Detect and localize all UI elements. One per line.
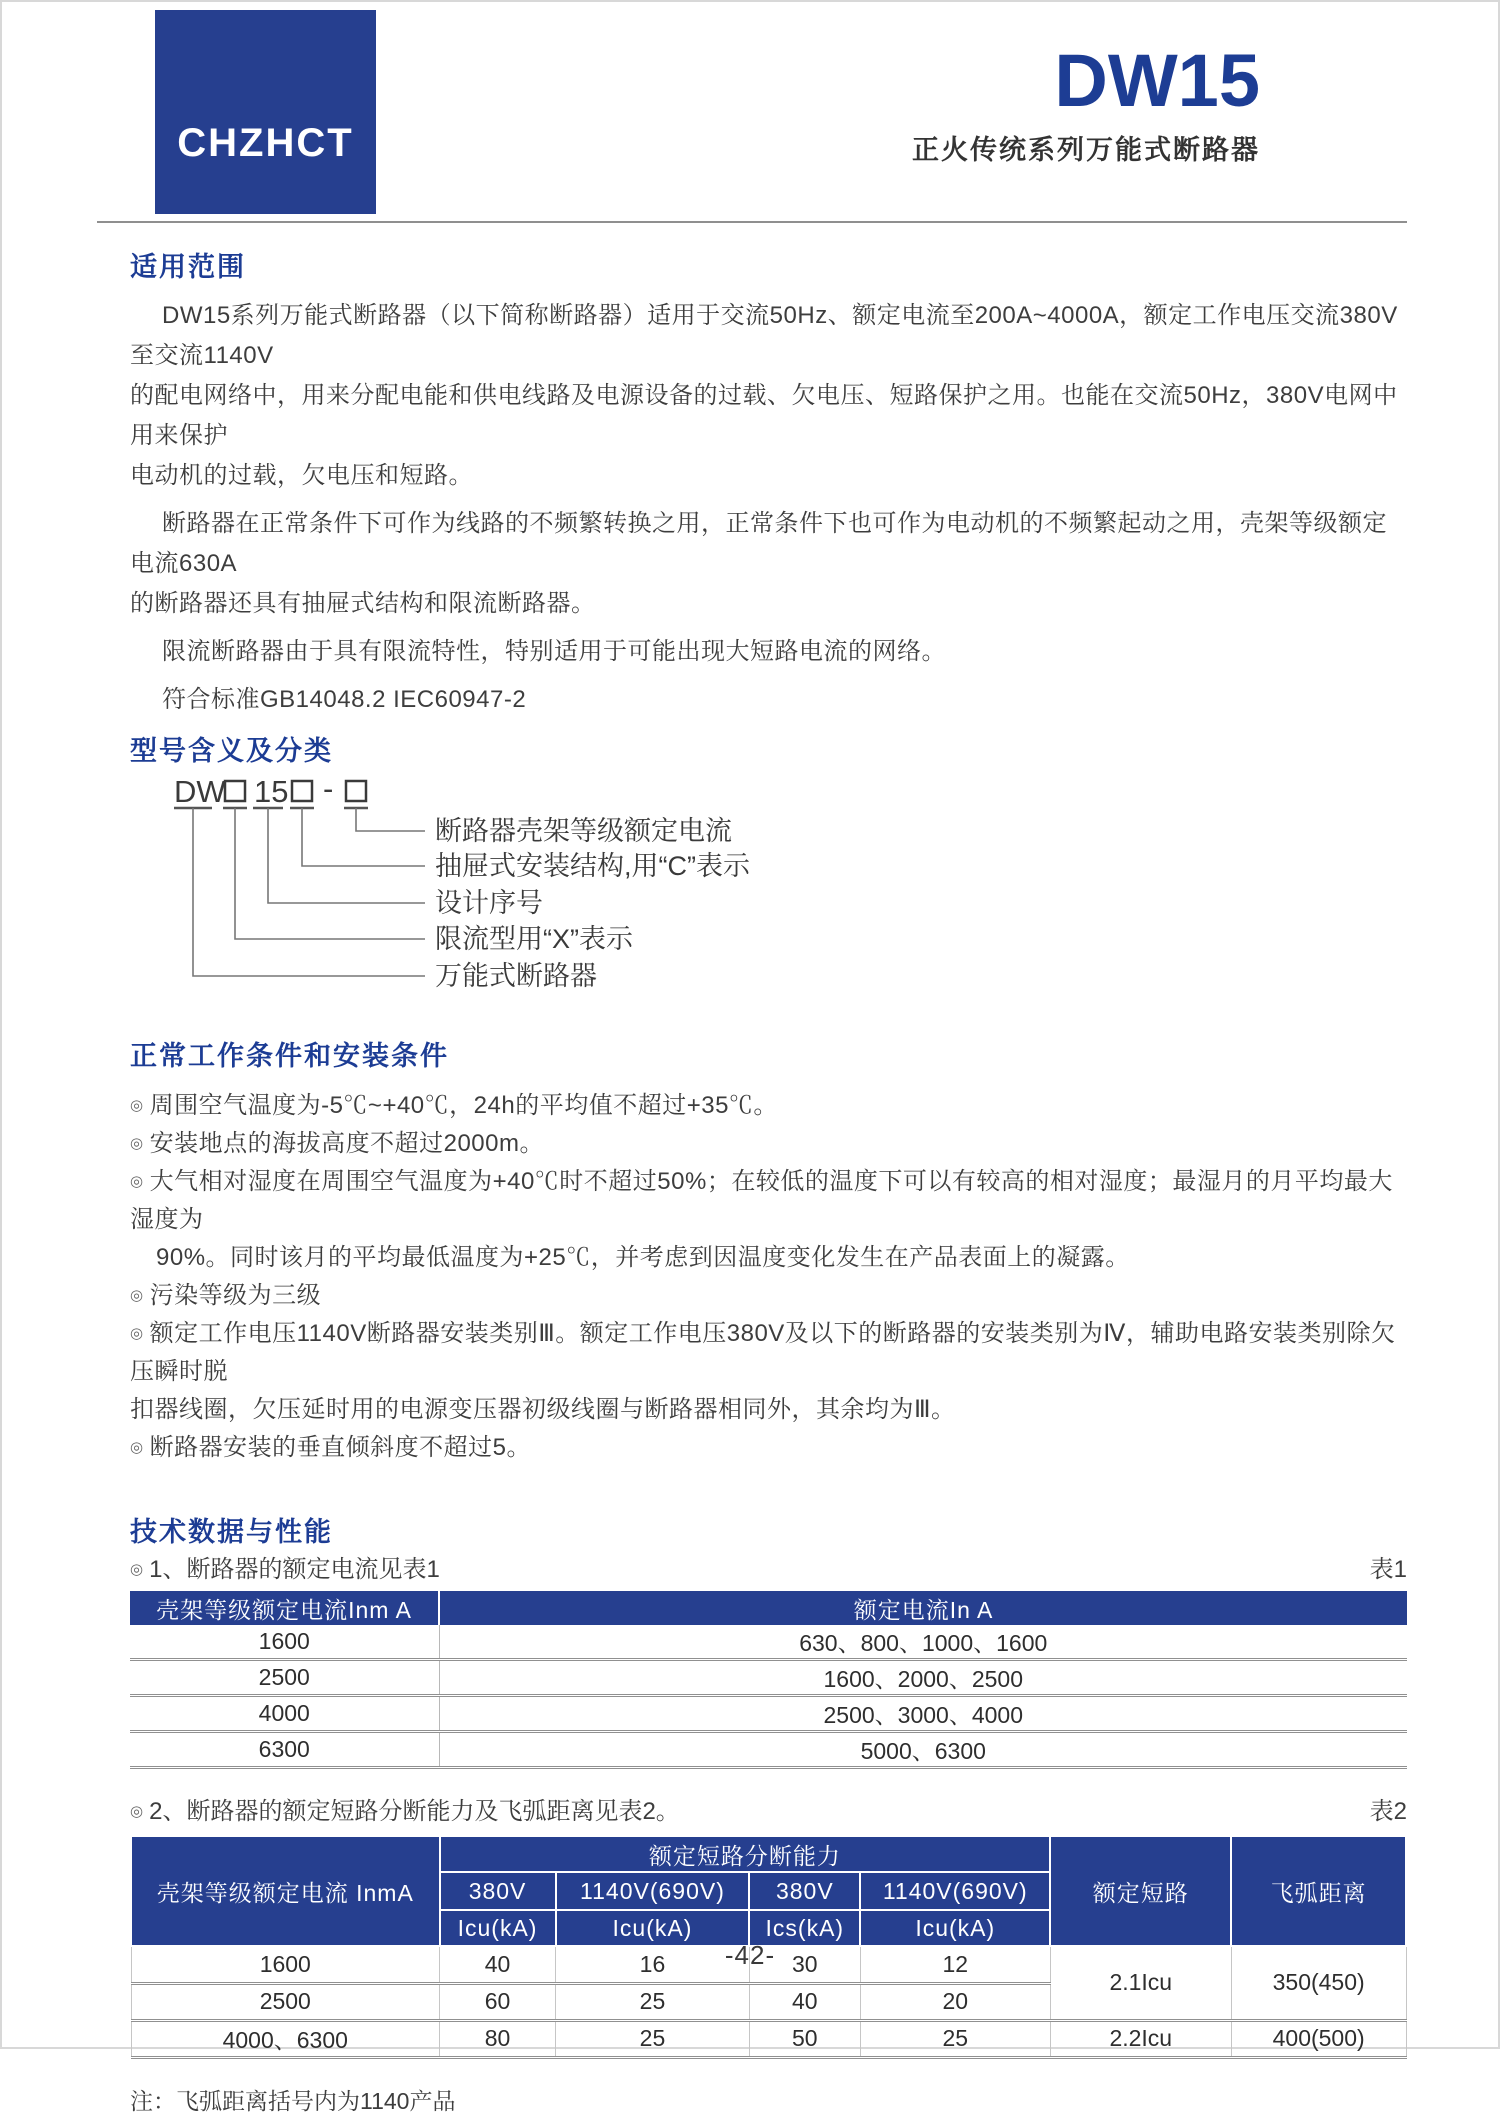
model-label-drawout: 抽屉式安装结构,用“C”表示: [435, 851, 750, 881]
table-cell-merged: 350(450): [1231, 1946, 1406, 2020]
table-cell: 6300: [130, 1732, 439, 1768]
column-header-arc-distance: 飞弧距离: [1231, 1836, 1406, 1946]
table-cell: 1600: [130, 1625, 439, 1660]
column-header-unit: Icu(kA): [556, 1910, 750, 1946]
model-label-universal-breaker: 万能式断路器: [435, 961, 597, 991]
table-row: [130, 1732, 1407, 1768]
list-item-text: 周围空气温度为-5℃~+40℃，24h的平均值不超过+35℃。: [149, 1092, 778, 1119]
header-title-block: [912, 39, 1260, 167]
model-code-series: 15: [254, 774, 289, 809]
table-cell: 25: [556, 1983, 750, 2020]
bullet-icon: ◎: [130, 1439, 144, 1456]
table-cell: 2.2Icu: [1050, 2020, 1231, 2057]
model-label-current-limiting: 限流型用“X”表示: [435, 924, 633, 954]
bullet-icon: ◎: [130, 1173, 144, 1190]
scope-paragraph: [130, 632, 1407, 672]
table-cell: 25: [860, 2020, 1050, 2057]
column-header-voltage: 380V: [749, 1872, 860, 1910]
scope-paragraph: [130, 504, 1407, 624]
bullet-icon: ◎: [130, 1325, 144, 1342]
table-header-row: [131, 1836, 1406, 1872]
column-header: 壳架等级额定电流Inm A: [130, 1591, 439, 1625]
table-cell: 16: [556, 1946, 750, 1983]
page-header: [2, 2, 1498, 224]
table2-tag: 表2: [1369, 1798, 1407, 1825]
table-cell: 40: [749, 1983, 860, 2020]
table-cell: 5000、6300: [439, 1732, 1407, 1768]
section-heading-technical: 技术数据与性能: [130, 1517, 333, 1547]
table-cell: 2500、3000、4000: [439, 1696, 1407, 1732]
table-cell: 60: [440, 1983, 556, 2020]
list-item-text: 断路器安装的垂直倾斜度不超过5。: [149, 1434, 531, 1461]
paragraph-line: 电动机的过载，欠电压和短路。: [130, 462, 473, 489]
column-header-frame-current: 壳架等级额定电流 InmA: [131, 1836, 440, 1946]
product-series-subtitle: 正火传统系列万能式断路器: [912, 135, 1260, 165]
table-cell: 50: [749, 2020, 860, 2057]
conditions-list: [130, 1087, 1407, 1467]
table-cell-merged: 2.1Icu: [1050, 1946, 1231, 2020]
model-placeholder-box: [346, 781, 366, 801]
list-item-text: 污染等级为三级: [149, 1282, 322, 1309]
table2-caption-row: [130, 1797, 1407, 1827]
table-cell: 80: [440, 2020, 556, 2057]
page-number: -42-: [724, 1940, 776, 1970]
page-content: [130, 250, 1407, 2116]
table-cell: 2500: [131, 1983, 440, 2020]
table-header-row: [130, 1591, 1407, 1625]
table-cell: 1600: [131, 1946, 440, 1983]
list-item-text: 额定工作电压1140V断路器安装类别Ⅲ。额定工作电压380V及以下的断路器的安装类别为Ⅳ，辅助电路安装类别除欠压瞬时脱: [130, 1320, 1396, 1385]
list-item-continuation: 90%。同时该月的平均最低温度为+25℃，并考虑到因温度变化发生在产品表面上的凝露。: [156, 1244, 1130, 1271]
bullet-icon: ◎: [130, 1097, 144, 1114]
column-header-unit: Ics(kA): [749, 1910, 860, 1946]
list-item: [130, 1315, 1407, 1391]
table-cell: 20: [860, 1983, 1050, 2020]
header-divider: [97, 221, 1407, 223]
list-item: [130, 1277, 1407, 1315]
list-item-text: 大气相对湿度在周围空气温度为+40℃时不超过50%；在较低的温度下可以有较高的相对湿度；最湿月的月平均最大湿度为: [130, 1168, 1393, 1233]
table-cell: 4000: [130, 1696, 439, 1732]
model-code-prefix: DW: [174, 774, 226, 809]
table-cell: 30: [749, 1946, 860, 1983]
section-heading-conditions: 正常工作条件和安装条件: [130, 1041, 449, 1071]
paragraph-line: 断路器在正常条件下可作为线路的不频繁转换之用，正常条件下也可作为电动机的不频繁起动之用，壳架等级额定电流630A: [130, 510, 1387, 577]
column-header-voltage: 380V: [440, 1872, 556, 1910]
paragraph-line: 的配电网络中，用来分配电能和供电线路及电源设备的过载、欠电压、短路保护之用。也能在交流50Hz，380V电网中用来保护: [130, 382, 1398, 449]
list-item-continuation: 扣器线圈，欠压延时用的电源变压器初级线圈与断路器相同外，其余均为Ⅲ。: [130, 1396, 956, 1423]
scope-paragraph: [130, 296, 1407, 496]
model-code-dash: -: [323, 771, 334, 806]
section-heading-model: 型号含义及分类: [130, 736, 333, 766]
table-cell: 25: [556, 2020, 750, 2057]
bullet-icon: ◎: [130, 1803, 144, 1820]
paragraph-line: 的断路器还具有抽屉式结构和限流断路器。: [130, 590, 596, 617]
bullet-icon: ◎: [130, 1561, 144, 1578]
table2-caption: ◎ 2、断路器的额定短路分断能力及飞弧距离见表2。: [130, 1798, 680, 1825]
table1-caption-row: [130, 1555, 1407, 1585]
table-row: [130, 1660, 1407, 1696]
column-header-voltage: 1140V(690V): [860, 1872, 1050, 1910]
table-cell: 12: [860, 1946, 1050, 1983]
table-cell: 1600、2000、2500: [439, 1660, 1407, 1696]
table-cell: 40: [440, 1946, 556, 1983]
model-placeholder-box: [292, 781, 312, 801]
table-cell: 2500: [130, 1660, 439, 1696]
column-header-unit: Icu(kA): [860, 1910, 1050, 1946]
model-placeholder-box: [225, 781, 245, 801]
model-label-design-no: 设计序号: [435, 888, 543, 918]
table-row: [130, 1696, 1407, 1732]
brand-logo: [155, 10, 376, 214]
list-item: [130, 1429, 1407, 1467]
column-header-unit: Icu(kA): [440, 1910, 556, 1946]
list-item: [130, 1087, 1407, 1125]
table-cell: 630、800、1000、1600: [439, 1625, 1407, 1660]
column-header-voltage: 1140V(690V): [556, 1872, 750, 1910]
product-series-title: DW15: [1054, 39, 1260, 122]
model-connector-lines: [193, 808, 425, 976]
column-group-header-breaking-capacity: 额定短路分断能力: [440, 1836, 1051, 1872]
column-header-rated-short: 额定短路: [1050, 1836, 1231, 1946]
list-item: [130, 1125, 1407, 1163]
model-label-frame-current: 断路器壳架等级额定电流: [435, 816, 732, 846]
bullet-icon: ◎: [130, 1135, 144, 1152]
brand-logo-text: CHZHCT: [177, 120, 354, 165]
table-cell: 400(500): [1231, 2020, 1406, 2057]
table-cell: 4000、6300: [131, 2020, 440, 2057]
table-row: [130, 1625, 1407, 1660]
rated-current-table: [130, 1591, 1407, 1769]
list-item-text: 安装地点的海拔高度不超过2000m。: [149, 1130, 544, 1157]
table-row: [131, 2020, 1406, 2057]
paragraph-line: 限流断路器由于具有限流特性，特别适用于可能出现大短路电流的网络。: [162, 638, 946, 665]
section-heading-scope: 适用范围: [130, 252, 246, 282]
list-item: [130, 1163, 1407, 1239]
paragraph-line: DW15系列万能式断路器（以下简称断路器）适用于交流50Hz、额定电流至200A~4000A，额定工作电压交流380V至交流1140V: [130, 302, 1398, 369]
table1-caption: ◎ 1、断路器的额定电流见表1: [130, 1556, 440, 1583]
scope-paragraph: [130, 680, 1407, 720]
column-header: 额定电流In A: [439, 1591, 1407, 1625]
model-code-diagram: [130, 771, 1407, 991]
table1-tag: 表1: [1369, 1556, 1407, 1583]
table2-footnote: 注：飞弧距离括号内为1140产品: [130, 2087, 456, 2114]
bullet-icon: ◎: [130, 1287, 144, 1304]
paragraph-line: 符合标准GB14048.2 IEC60947-2: [162, 686, 527, 713]
